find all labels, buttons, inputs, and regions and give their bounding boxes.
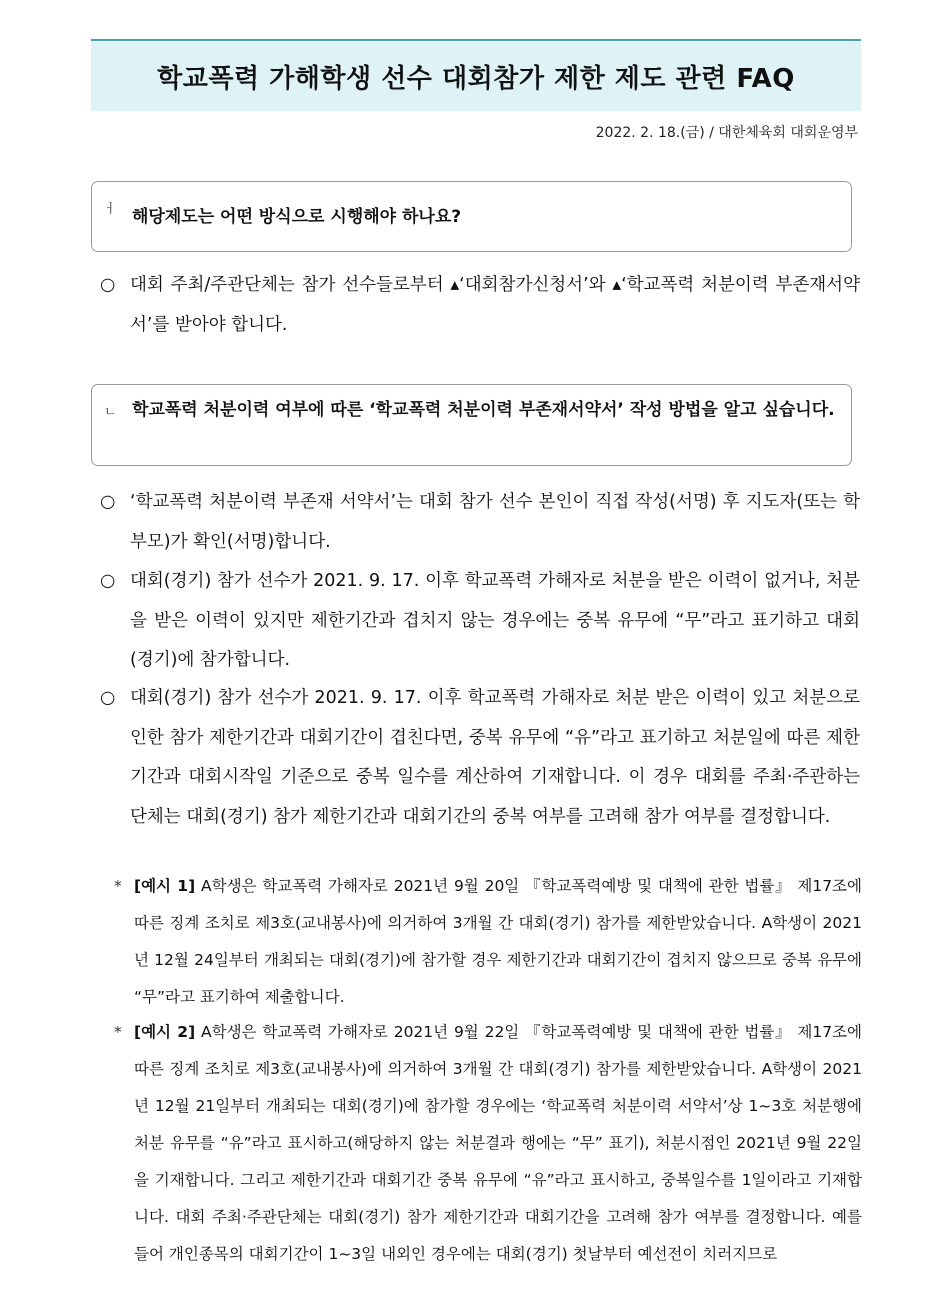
example-tag: [예시 1] [134,877,196,895]
title-banner [91,39,861,111]
example-1 [114,868,862,1016]
circle-bullet-icon: ○ [100,688,116,708]
example-text [134,1014,862,1273]
question-text-2: 학교폭력 처분이력 여부에 따른 ‘학교폭력 처분이력 부존재서약서’ 작성 방법을 알고 싶습니다. [132,400,835,420]
question-box-1 [91,181,852,252]
answer-paragraph-2 [100,483,860,562]
question-box-2 [91,384,852,466]
answer-paragraph-4 [100,679,860,837]
answer-paragraph-3 [100,562,860,681]
document-title: 학교폭력 가해학생 선수 대회참가 제한 제도 관련 FAQ [157,64,795,94]
paragraph-text: 대회 주최/주관단체는 참가 선수들로부터 ▴‘대회참가신청서’와 ▴‘학교폭력 처분이력 부존재서약서’를 받아야 합니다. [130,275,860,335]
example-body: A학생은 학교폭력 가해자로 2021년 9월 22일 『학교폭력예방 및 대책에 관한 법률』 제17조에 따른 징계 조치로 제3호(교내봉사)에 의거하여 3개월 간 대회(경기) 참가를 제한받았습니다. A학생이 2021년 12월 21일부터 개최되는 대회(경기)에 참가할 경우에는 ‘학교폭력 처분이력 서약서’상 1~3호 처분행에 처분 유무를 “유”라고 표시하고(해당하지 않는 처분결과 행에는 “무” 표기), 처분시점인 2021년 9월 22일을 기재합니다. 그리고 제한기간과 대회기간 중복 유무에 “유”라고 표시하고, 중복일수를 1일이라고 기재합니다. 대회 주최·주관단체는 대회(경기) 참가 제한기간과 대회기간을 고려해 참가 여부를 결정합니다. 예를 들어 개인종목의 대회기간이 1~3일 내외인 경우에는 대회(경기) 첫날부터 예선전이 치러지므로 [134,1023,863,1263]
circle-bullet-icon: ○ [100,571,116,591]
example-tag: [예시 2] [134,1023,196,1041]
question-marker-icon: ㅓ [104,202,117,217]
asterisk-icon: * [114,877,122,895]
paragraph-text: 대회(경기) 참가 선수가 2021. 9. 17. 이후 학교폭력 가해자로 처분 받은 이력이 있고 처분으로 인한 참가 제한기간과 대회기간이 겹친다면, 중복 유무에 “유”라고 표기하고 처분일에 따른 제한기간과 대회시작일 기준으로 중복 일수를 계산하여 기재합니다. 이 경우 대회를 주최·주관하는 단체는 대회(경기) 참가 제한기간과 대회기간의 중복 여부를 고려해 참가 여부를 결정합니다. [130,688,860,827]
answer-paragraph-1 [100,266,860,345]
paragraph-text: ‘학교폭력 처분이력 부존재 서약서’는 대회 참가 선수 본인이 직접 작성(서명) 후 지도자(또는 학부모)가 확인(서명)합니다. [130,492,860,552]
circle-bullet-icon: ○ [100,492,116,512]
date-and-department: 2022. 2. 18.(금) / 대한체육회 대회운영부 [595,125,858,141]
paragraph-text: 대회(경기) 참가 선수가 2021. 9. 17. 이후 학교폭력 가해자로 처분을 받은 이력이 없거나, 처분을 받은 이력이 있지만 제한기간과 겹치지 않는 경우에는 중복 유무에 “무”라고 표기하고 대회(경기)에 참가합니다. [130,571,860,670]
circle-bullet-icon: ○ [100,275,116,295]
example-2 [114,1014,862,1273]
question-text-1: 해당제도는 어떤 방식으로 시행해야 하나요? [132,207,462,227]
example-body: A학생은 학교폭력 가해자로 2021년 9월 20일 『학교폭력예방 및 대책에 관한 법률』 제17조에 따른 징계 조치로 제3호(교내봉사)에 의거하여 3개월 간 대회(경기) 참가를 제한받았습니다. A학생이 2021년 12월 24일부터 개최되는 대회(경기)에 참가할 경우 제한기간과 대회기간이 겹치지 않으므로 중복 유무에 “무”라고 표기하여 제출합니다. [134,877,863,1006]
example-text [134,868,862,1016]
question-marker-icon: ㄴ [104,405,117,420]
asterisk-icon: * [114,1023,122,1041]
